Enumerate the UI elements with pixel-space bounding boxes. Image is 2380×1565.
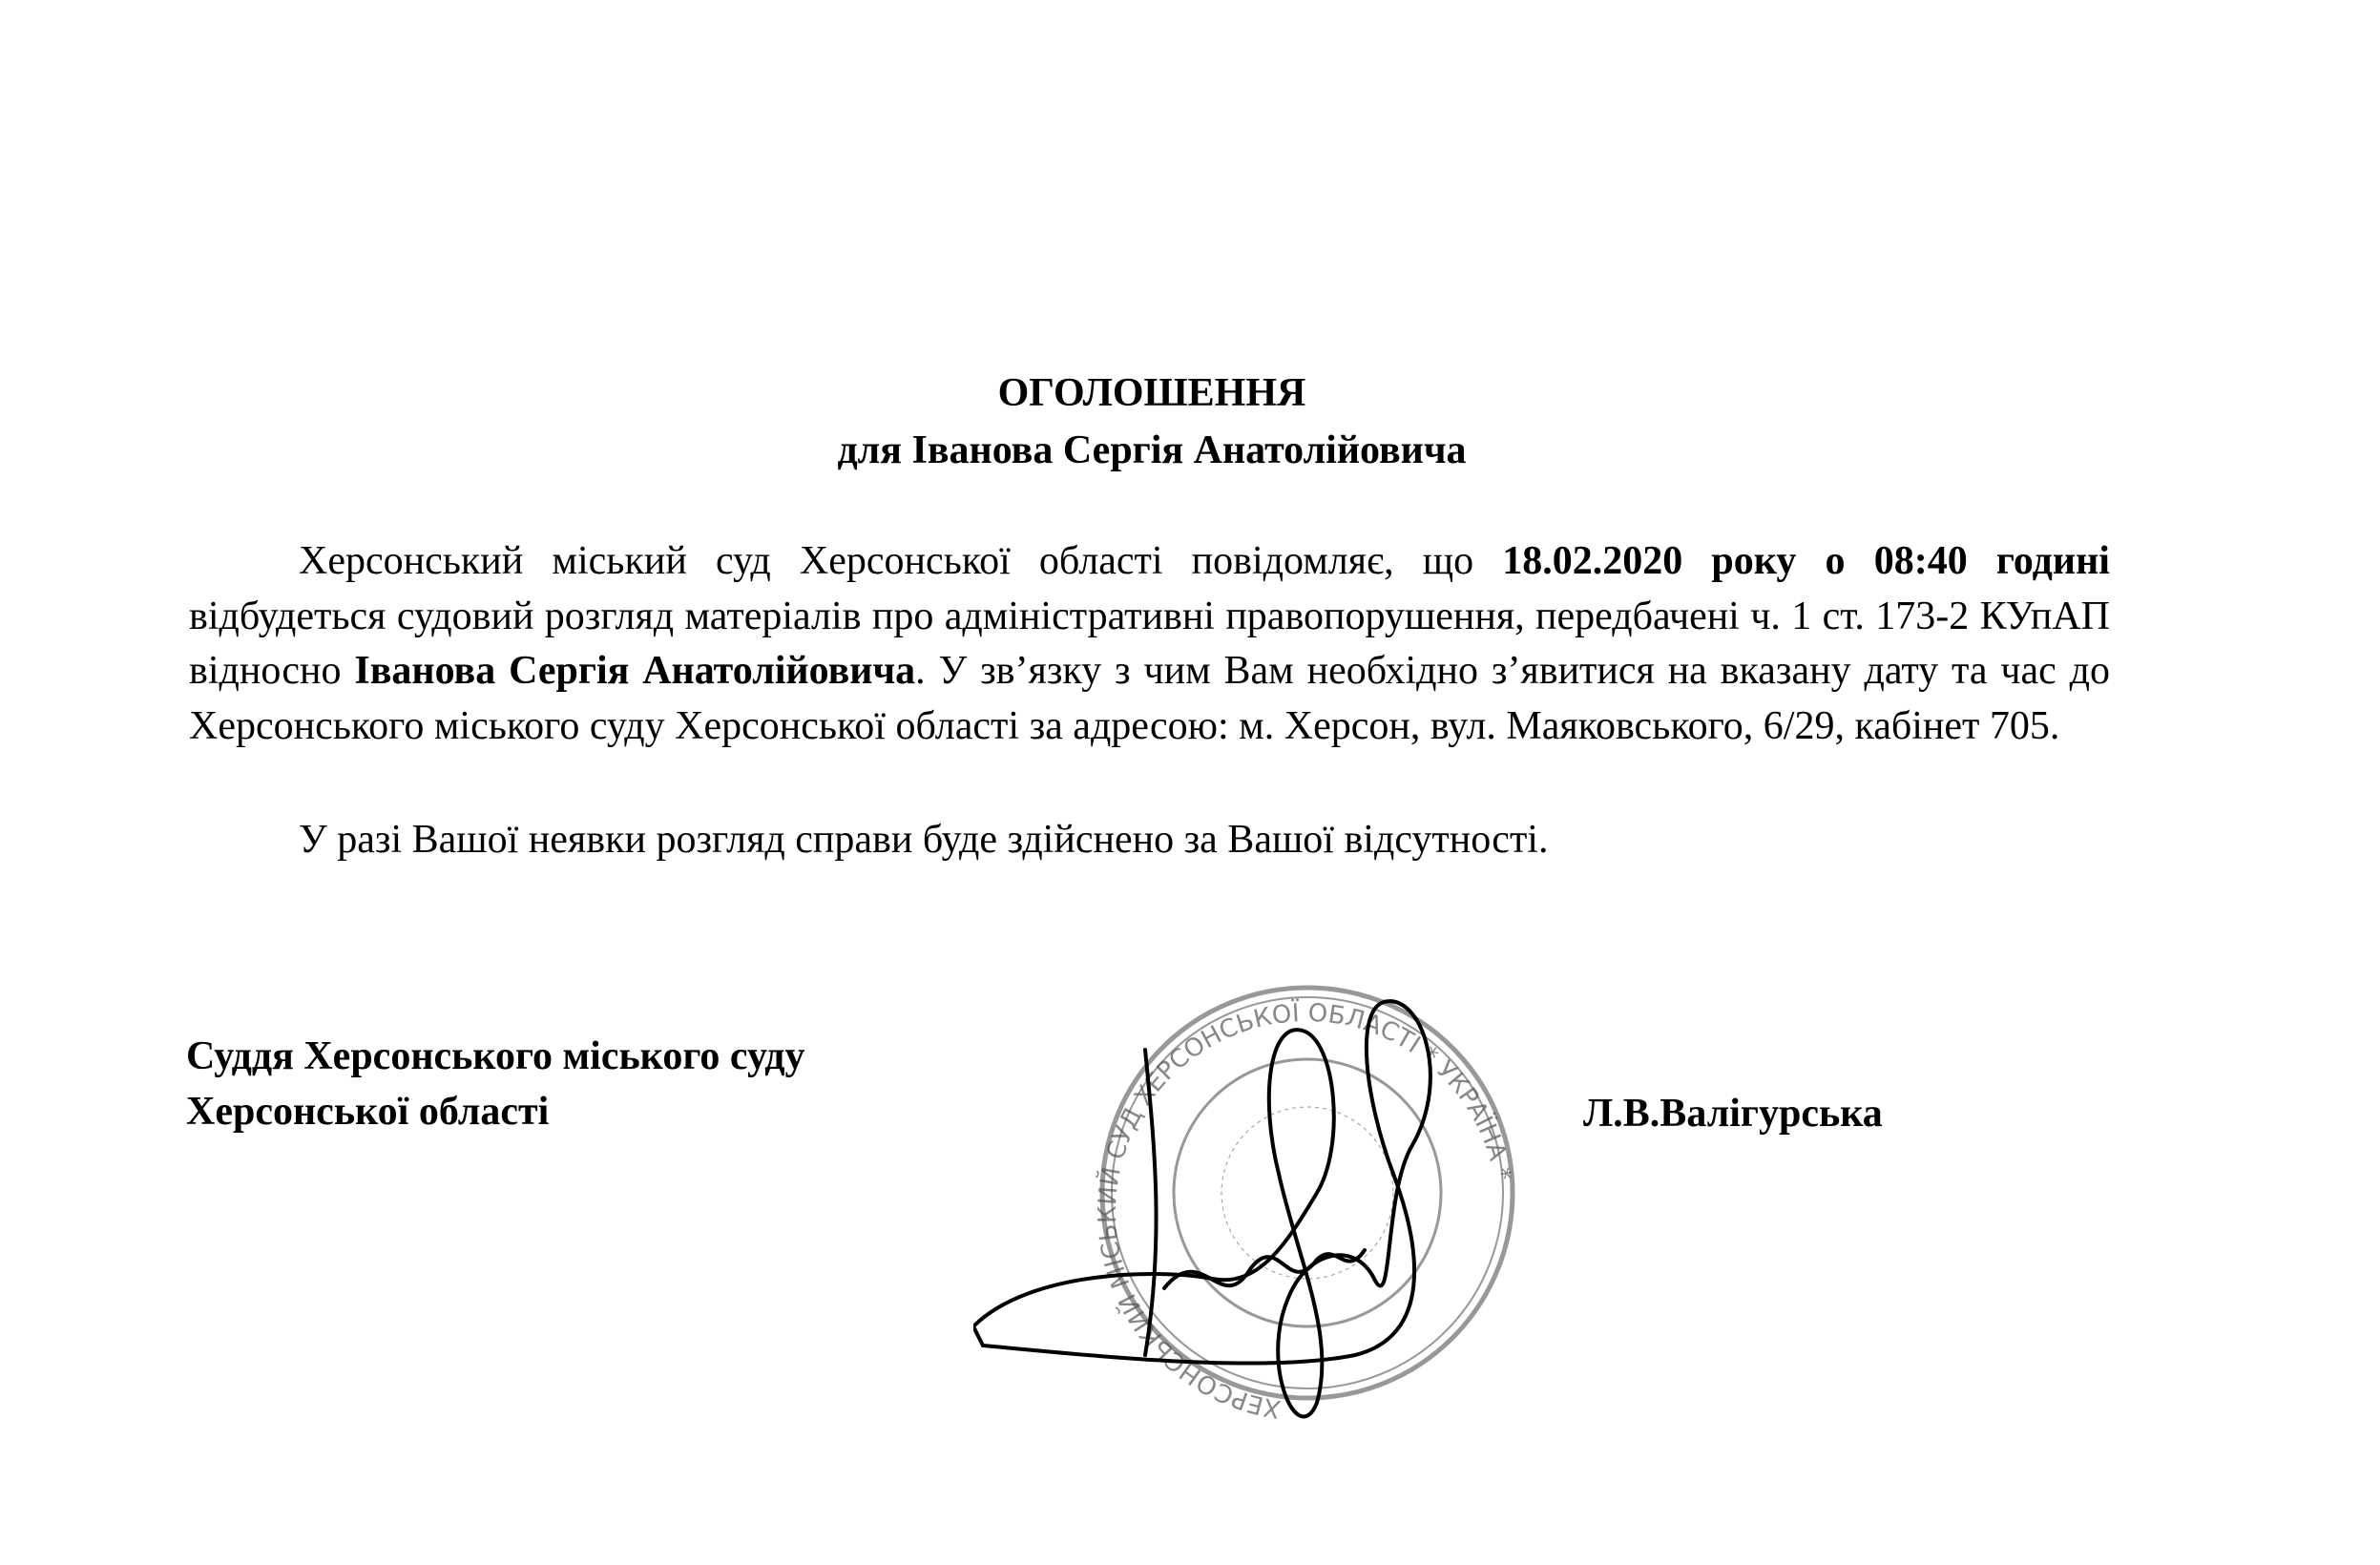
judge-name: Л.В.Валігурська	[1583, 1092, 1883, 1136]
text: . У зв’язку з чим Вам необхідно з’явитися на вказану дату та час до Херсонського міського суду Херсонської області за адресою: м. Херсон, вул. Маяковського, 6/29, кабінет 705.	[189, 649, 2111, 748]
court-stamp-and-signature	[973, 954, 1641, 1489]
judge-position-line2: Херсонської області	[186, 1090, 550, 1134]
stamp-text: ХЕРСОНСЬКИЙ МІСЬКИЙ СУД ХЕРСОНСЬКОЇ ОБЛАСТІ * УКРАЇНА *	[1093, 998, 1517, 1424]
signature-icon	[973, 1001, 1430, 1416]
hearing-datetime: 18.02.2020 року о 08:40 годині	[1502, 539, 2110, 583]
document-title: ОГОЛОШЕННЯ	[997, 371, 1306, 415]
judge-position-line1: Суддя Херсонського міського суду	[186, 1034, 805, 1078]
judge-position	[186, 1029, 805, 1139]
document-subtitle: для Іванова Сергія Анатолійовича	[837, 428, 1467, 472]
notice-paragraph	[189, 534, 2110, 754]
absence-paragraph: У разі Вашої неявки розгляд справи буде здійснено за Вашої відсутності.	[299, 818, 1549, 862]
text: Херсонський міський суд Херсонської області повідомляє, що	[299, 539, 1503, 583]
text: відбудеться судовий розгляд матеріалів про адміністративні правопорушення, передбачені ч. 1 ст. 173-2 КУпАП відносно	[189, 594, 2110, 693]
person-name: Іванова Сергія Анатолійовича	[354, 649, 916, 693]
